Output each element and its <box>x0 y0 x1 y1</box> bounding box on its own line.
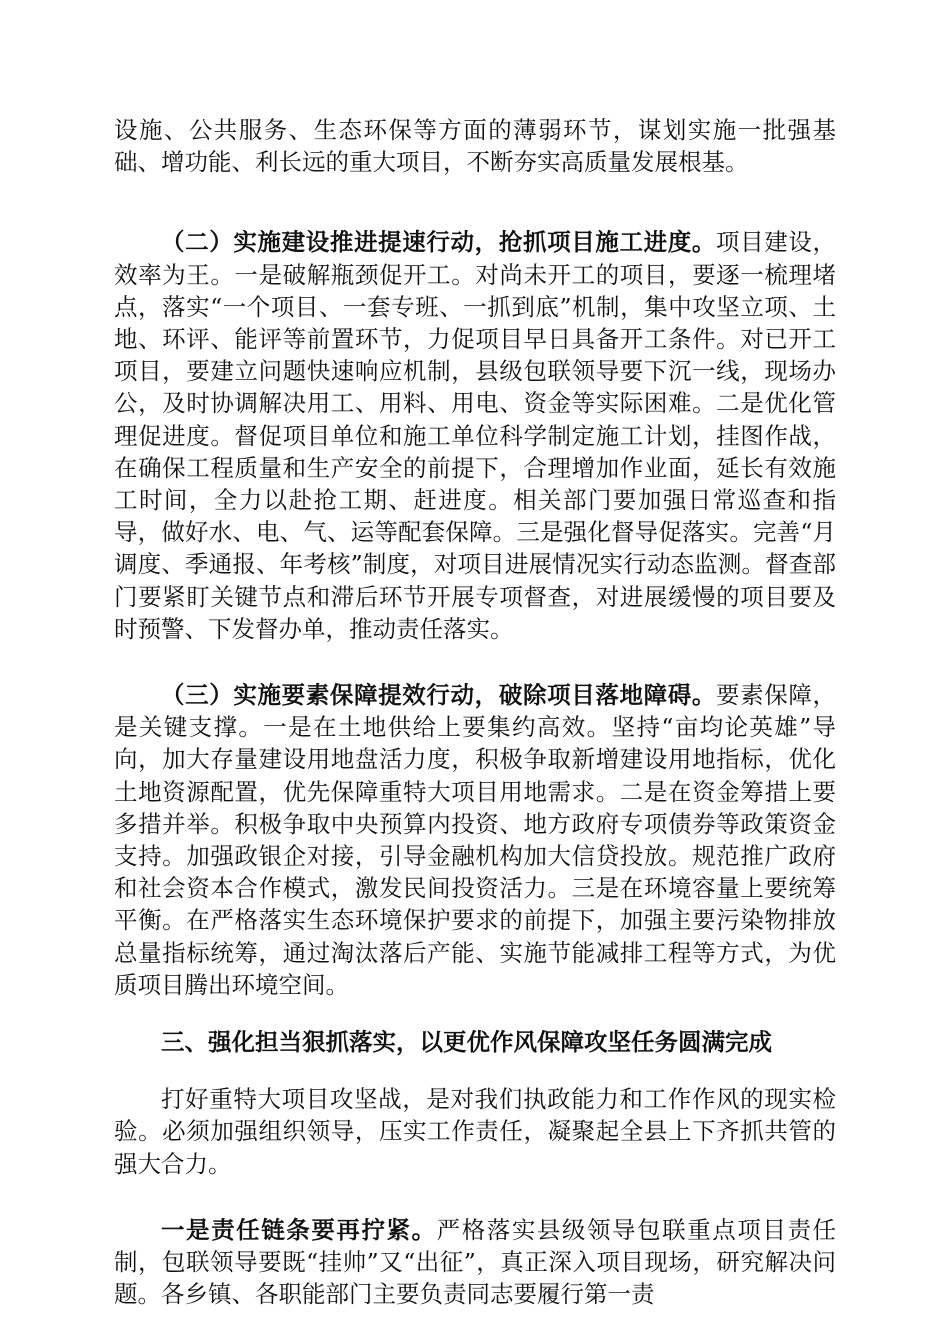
paragraph-factor-guarantee-body: 要素保障，是关键支撑。一是在土地供给上要集约高效。坚持“亩均论英雄”导向，加大存量建设用地盘活力度，积极争取新增建设用地指标，优化土地资源配置，优先保障重特大项目用地需求。二是在资金筹措上要多措并举。积极争取中央预算内投资、地方政府专项债券等政策资金支持。加强政银企对接，引导金融机构加大信贷投放。规范推广政府和社会资本合作模式，激发民间投资活力。三是在环境容量上要统筹平衡。在严格落实生态环境保护要求的前提下，加强主要污染物排放总量指标统筹，通过淘汰落后产能、实施节能减排工程等方式，为优质项目腾出环境空间。 <box>114 681 837 999</box>
paragraph-responsibility-chain <box>114 1214 836 1311</box>
paragraph-factor-guarantee <box>114 679 836 1001</box>
paragraph-section-three-intro: 打好重特大项目攻坚战，是对我们执政能力和工作作风的现实检验。必须加强组织领导，压实工作责任，凝聚起全县上下齐抓共管的强大合力。 <box>114 1085 836 1178</box>
paragraph-construction-progress-body: 项目建设，效率为王。一是破解瓶颈促开工。对尚未开工的项目，要逐一梳理堵点，落实“一个项目、一套专班、一抓到底”机制，集中攻坚立项、土地、环评、能评等前置环节，力促项目早日具备开工条件。对已开工项目，要建立问题快速响应机制，县级包联领导要下沉一线，现场办公，及时协调解决用工、用料、用电、资金等实际困难。二是优化管理促进度。督促项目单位和施工单位科学制定施工计划，挂图作战，在确保工程质量和生产安全的前提下，合理增加作业面，延长有效施工时间，全力以赴抢工期、赶进度。相关部门要加强日常巡查和指导，做好水、电、气、运等配套保障。三是强化督导促落实。完善“月调度、季通报、年考核”制度，对项目进展情况实行动态监测。督查部门要紧盯关键节点和滞后环节开展专项督查，对进展缓慢的项目要及时预警、下发督办单，推动责任落实。 <box>114 228 837 643</box>
subheading-responsibility-chain: 一是责任链条要再拧紧。 <box>161 1215 437 1244</box>
paragraph-responsibility-chain-body: 严格落实县级领导包联重点项目责任制，包联领导要既“挂帅”又“出征”，真正深入项目现场，研究解决问题。各乡镇、各职能部门主要负责同志要履行第一责 <box>114 1215 837 1309</box>
subheading-factor-guarantee: （三）实施要素保障提效行动，破除项目落地障碍。 <box>161 681 716 710</box>
section-heading-three: 三、强化担当狠抓落实，以更优作风保障攻坚任务圆满完成 <box>161 1028 772 1057</box>
subheading-construction-progress: （二）实施建设推进提速行动，抢抓项目施工进度。 <box>161 228 716 257</box>
paragraph-construction-progress <box>114 226 836 645</box>
document-page <box>114 114 836 1311</box>
paragraph-continuation: 设施、公共服务、生态环保等方面的薄弱环节，谋划实施一批强基础、增功能、利长远的重大项目，不断夯实高质量发展根基。 <box>114 116 836 177</box>
